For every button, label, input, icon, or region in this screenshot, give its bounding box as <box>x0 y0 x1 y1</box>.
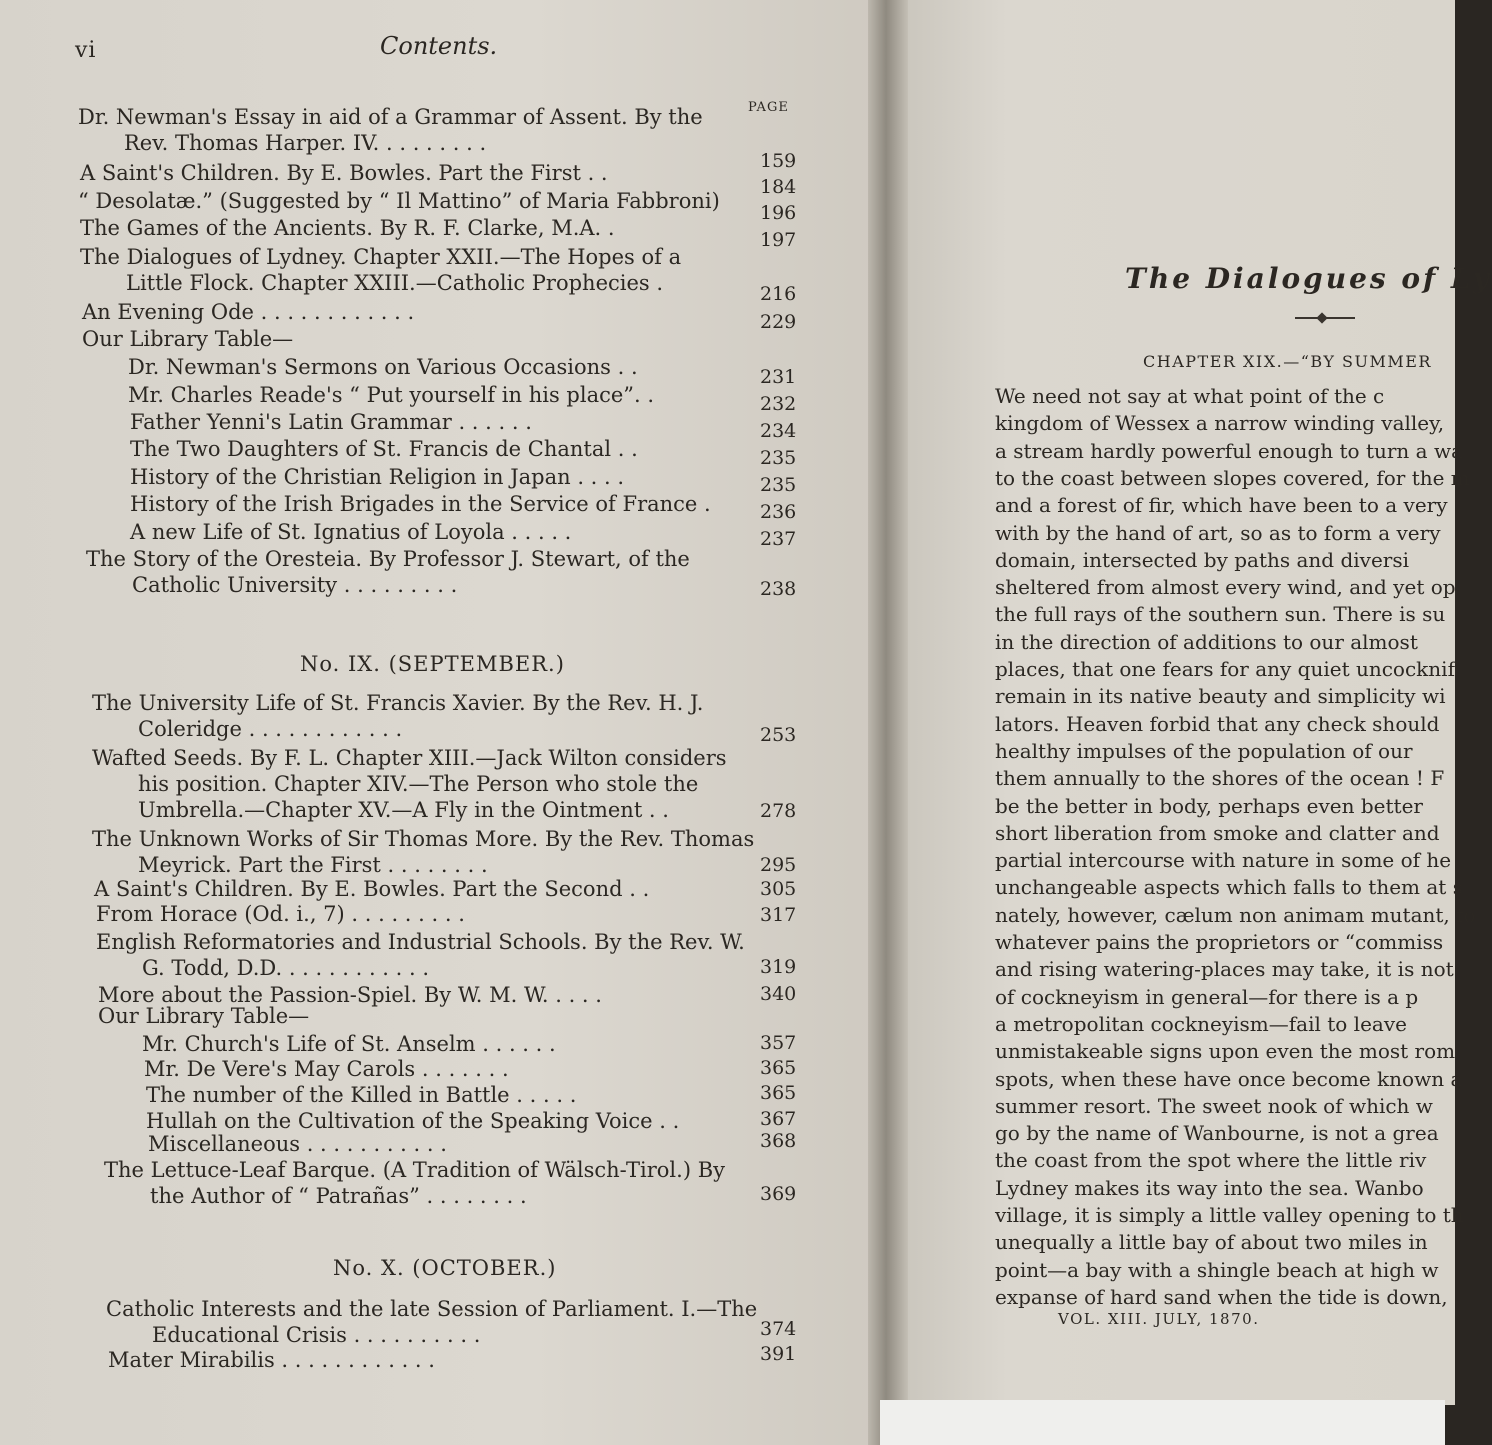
body-line: with by the hand of art, so as to form a very <box>995 520 1441 545</box>
body-line: unequally a little bay of about two miles in <box>995 1230 1428 1255</box>
toc-entry <box>92 690 703 742</box>
toc-entry: Our Library Table— <box>98 1004 310 1028</box>
toc-entry-continuation: Rev. Thomas Harper. IV. . . . . . . . . <box>124 131 487 155</box>
toc-entry <box>104 1157 725 1209</box>
library-entry: Mr. Church's Life of St. Anselm . . . . . . <box>142 1032 556 1056</box>
toc-page-number: 159 <box>760 150 797 172</box>
toc-page-number: 365 <box>760 1057 797 1079</box>
toc-entry: The Games of the Ancients. By R. F. Clarke, M.A. . <box>80 216 615 240</box>
toc-entry-continuation: Coleridge . . . . . . . . . . . . <box>138 717 403 741</box>
toc-entry: A Saint's Children. By E. Bowles. Part the First . . <box>80 161 608 185</box>
toc-entry <box>80 244 681 296</box>
toc-page-number: 197 <box>760 229 797 251</box>
toc-page-number: 278 <box>760 800 797 822</box>
toc-entry: “ Desolatæ.” (Suggested by “ Il Mattino” of Maria Fabbroni) <box>78 189 720 213</box>
toc-page-number: 367 <box>760 1108 797 1130</box>
library-entry: History of the Irish Brigades in the Service of France . <box>130 492 711 516</box>
toc-page-number: 295 <box>760 854 797 876</box>
toc-entry <box>86 546 690 598</box>
toc-entry-continuation: his position. Chapter XIV.—The Person who stole the <box>138 772 699 796</box>
toc-entry-title: The Dialogues of Lydney. Chapter XXII.—The Hopes of a <box>80 245 682 269</box>
body-line: unmistakeable signs upon even the most rom <box>995 1039 1456 1064</box>
toc-page-number: 253 <box>760 724 797 746</box>
body-line: expanse of hard sand when the tide is down, <box>995 1284 1448 1309</box>
body-line: the coast from the spot where the little riv <box>995 1148 1427 1173</box>
toc-entry <box>92 826 754 878</box>
library-entry: A new Life of St. Ignatius of Loyola . . . . . <box>130 520 572 544</box>
volume-footer: VOL. XIII. JULY, 1870. <box>1058 1310 1260 1328</box>
toc-entry-title: The Story of the Oresteia. By Professor J. Stewart, of the <box>86 547 690 571</box>
body-line: domain, intersected by paths and diversi <box>995 547 1410 572</box>
body-line: spots, when these have once become known a <box>995 1066 1463 1091</box>
library-entry: The Two Daughters of St. Francis de Chantal . . <box>130 437 638 461</box>
toc-entry-continuation: Educational Crisis . . . . . . . . . . <box>152 1323 481 1347</box>
toc-page-number: 232 <box>760 393 797 415</box>
chapter-heading: CHAPTER XIX.—“BY SUMMER <box>1143 352 1432 371</box>
toc-entry-continuation: Catholic University . . . . . . . . . <box>132 573 458 597</box>
toc-page-number: 374 <box>760 1318 797 1340</box>
toc-page-number: 237 <box>760 528 797 550</box>
toc-page-number: 234 <box>760 420 797 442</box>
toc-entry-continuation: the Author of “ Patrañas” . . . . . . . . <box>150 1184 527 1208</box>
library-entry: Hullah on the Cultivation of the Speaking Voice . . <box>146 1109 680 1133</box>
toc-page-number: 229 <box>760 311 797 333</box>
toc-entry-title: English Reformatories and Industrial Schools. By the Rev. W. <box>96 930 745 954</box>
background-strip <box>880 1400 1445 1445</box>
library-entry: Father Yenni's Latin Grammar . . . . . . <box>130 410 532 434</box>
toc-entry: An Evening Ode . . . . . . . . . . . . <box>82 300 415 324</box>
body-line: a metropolitan cockneyism—fail to leave <box>995 1011 1407 1036</box>
body-line: places, that one fears for any quiet uncocknif <box>995 657 1455 681</box>
toc-entry <box>96 929 745 981</box>
library-entry: History of the Christian Religion in Japan . . . . <box>130 465 625 489</box>
toc-entry-title: The Unknown Works of Sir Thomas More. By the Rev. Thomas <box>92 827 755 851</box>
toc-page-number: 235 <box>760 474 797 496</box>
toc-entry-title: Wafted Seeds. By F. L. Chapter XIII.—Jack Wilton considers <box>92 746 727 770</box>
body-line: to the coast between slopes covered, for the m <box>995 465 1470 490</box>
body-line: be the better in body, perhaps even better <box>995 793 1423 818</box>
toc-entry-continuation: G. Todd, D.D. . . . . . . . . . . . <box>142 956 430 980</box>
body-line: remain in its native beauty and simplicity wi <box>995 684 1446 709</box>
toc-entry-title: Catholic Interests and the late Session of Parliament. I.—The <box>106 1297 758 1321</box>
body-line: a stream hardly powerful enough to turn a wa <box>995 438 1463 463</box>
toc-entry: Our Library Table— <box>82 327 294 351</box>
toc-entry-title: Dr. Newman's Essay in aid of a Grammar of Assent. By the <box>78 105 703 129</box>
toc-page-number: 391 <box>760 1343 797 1365</box>
library-entry: Mr. Charles Reade's “ Put yourself in his place”. . <box>128 383 655 407</box>
toc-page-number: 216 <box>760 283 797 305</box>
toc-page-number: 369 <box>760 1183 797 1205</box>
toc-entry <box>106 1296 757 1348</box>
toc-page-number: 231 <box>760 366 797 388</box>
toc-entry-continuation: Umbrella.—Chapter XV.—A Fly in the Ointment . . <box>138 798 669 822</box>
body-line: summer resort. The sweet nook of which w <box>995 1093 1433 1118</box>
toc-entry-title: The Lettuce-Leaf Barque. (A Tradition of Wälsch-Tirol.) By <box>104 1158 725 1182</box>
body-line: whatever pains the proprietors or “commiss <box>995 930 1444 954</box>
body-line: unchangeable aspects which falls to them at s <box>995 875 1463 900</box>
body-line: nately, however, cælum non animam mutant, fo <box>995 902 1476 927</box>
page-column-label: PAGE <box>748 100 789 115</box>
toc-page-number: 238 <box>760 578 797 600</box>
toc-entry: A Saint's Children. By E. Bowles. Part the Second . . <box>94 877 650 901</box>
body-line: point—a bay with a shingle beach at high w <box>995 1257 1439 1282</box>
toc-page-number: 317 <box>760 904 797 926</box>
library-entry: Miscellaneous . . . . . . . . . . . <box>148 1132 447 1156</box>
body-line: lators. Heaven forbid that any check should <box>995 711 1440 736</box>
page-number: vi <box>75 38 97 63</box>
running-head: Contents. <box>380 32 498 60</box>
body-line: partial intercourse with nature in some of he <box>995 848 1452 873</box>
body-line: and rising watering-places may take, it is not <box>995 957 1454 982</box>
body-line: of cockneyism in general—for there is a p <box>995 984 1419 1009</box>
toc-entry: Mater Mirabilis . . . . . . . . . . . . <box>108 1348 435 1372</box>
body-line: healthy impulses of the population of our <box>995 738 1413 763</box>
library-entry: Mr. De Vere's May Carols . . . . . . . <box>144 1057 509 1081</box>
toc-page-number: 196 <box>760 202 797 224</box>
toc-page-number: 340 <box>760 983 797 1005</box>
chapter-series-title: The Dialogues of Ly <box>1125 262 1492 295</box>
section-heading: No. X. (OCTOBER.) <box>333 1256 557 1280</box>
toc-entry-continuation: Meyrick. Part the First . . . . . . . . <box>138 853 488 877</box>
toc-page-number: 236 <box>760 501 797 523</box>
toc-page-number: 235 <box>760 447 797 469</box>
toc-page-number: 357 <box>760 1032 797 1054</box>
toc-entry: From Horace (Od. i., 7) . . . . . . . . . <box>96 902 465 926</box>
body-line: kingdom of Wessex a narrow winding valley, <box>995 411 1445 436</box>
body-line: We need not say at what point of the c <box>995 384 1385 408</box>
body-line: and a forest of fir, which have been to a very <box>995 493 1448 518</box>
body-line: the full rays of the southern sun. There is su <box>995 602 1446 627</box>
library-entry: The number of the Killed in Battle . . . . . <box>146 1083 577 1107</box>
toc-entry <box>92 745 727 823</box>
body-line: them annually to the shores of the ocean ! F <box>995 766 1445 791</box>
body-line: village, it is simply a little valley opening to th <box>995 1203 1464 1227</box>
toc-page-number: 365 <box>760 1082 797 1104</box>
toc-page-number: 368 <box>760 1130 797 1152</box>
library-entry: Dr. Newman's Sermons on Various Occasions . . <box>128 355 638 379</box>
body-line: short liberation from smoke and clatter and <box>995 820 1440 845</box>
toc-page-number: 184 <box>760 176 797 198</box>
toc-entry-continuation: Little Flock. Chapter XXIII.—Catholic Prophecies . <box>126 271 664 295</box>
toc-entry-title: The University Life of St. Francis Xavier. By the Rev. H. J. <box>92 691 704 715</box>
toc-entry <box>78 104 703 156</box>
body-line: go by the name of Wanbourne, is not a grea <box>995 1121 1439 1146</box>
book-gutter <box>868 0 908 1445</box>
body-line: Lydney makes its way into the sea. Wanbo <box>995 1175 1424 1200</box>
toc-page-number: 319 <box>760 956 797 978</box>
toc-entry: More about the Passion-Spiel. By W. M. W. . . . . <box>98 983 602 1007</box>
body-line: in the direction of additions to our almost <box>995 629 1418 654</box>
body-line: sheltered from almost every wind, and yet op <box>995 575 1456 600</box>
toc-page-number: 305 <box>760 878 797 900</box>
section-heading: No. IX. (SEPTEMBER.) <box>300 652 565 676</box>
